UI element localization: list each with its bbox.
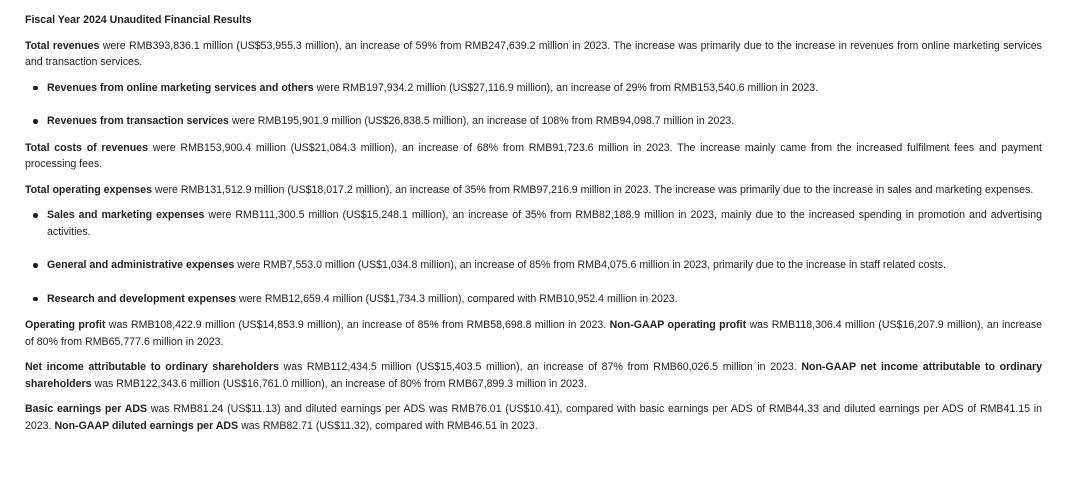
term-non-gaap-operating-profit: Non-GAAP operating profit bbox=[609, 319, 747, 331]
list-item-transaction-services bbox=[47, 113, 1042, 130]
term-online-marketing: Revenues from online marketing services and others bbox=[47, 81, 314, 94]
term-sales-marketing: Sales and marketing expenses bbox=[47, 209, 205, 221]
text-sales-marketing: were RMB111,300.5 million (US$15,248.1 million), an increase of 35% from RMB82,188.9 million in 2023, mainly due to the increased spending in promotion and advertising activities. bbox=[47, 209, 1042, 238]
text-net-income: was RMB112,434.5 million (US$15,403.5 million), an increase of 87% from RMB60,026.5 million in 2023. bbox=[278, 361, 802, 373]
list-item-research-development bbox=[47, 291, 1042, 308]
paragraph-total-revenues bbox=[25, 38, 1042, 71]
list-item-online-marketing bbox=[47, 80, 1042, 97]
term-transaction-services: Revenues from transaction services bbox=[47, 115, 229, 127]
paragraph-net-income bbox=[25, 359, 1042, 392]
text-operating-expenses: were RMB131,512.9 million (US$18,017.2 million), an increase of 35% from RMB97,216.9 million in 2023. The increase was primarily due to the increase in sales and marketing expenses. bbox=[151, 183, 1034, 196]
section-heading: Fiscal Year 2024 Unaudited Financial Results bbox=[25, 14, 252, 26]
paragraph-operating-expenses bbox=[25, 182, 1042, 199]
term-total-revenues: Total revenues bbox=[25, 39, 100, 52]
term-non-gaap-diluted-eps: Non-GAAP diluted earnings per ADS bbox=[54, 419, 239, 432]
list-item-sales-marketing bbox=[47, 207, 1042, 240]
text-non-gaap-net-income: was RMB122,343.6 million (US$16,761.0 million), an increase of 80% from RMB67,899.3 million in 2023. bbox=[91, 377, 587, 390]
text-total-costs: were RMB153,900.4 million (US$21,084.3 million), an increase of 68% from RMB91,723.6 million in 2023. The increase mainly came from the increased fulfilment fees and payment processing fees. bbox=[25, 141, 1043, 170]
term-operating-profit: Operating profit bbox=[25, 319, 106, 331]
paragraph-operating-profit bbox=[25, 317, 1042, 350]
term-basic-eps: Basic earnings per ADS bbox=[25, 403, 148, 415]
text-total-revenues: were RMB393,836.1 million (US$53,955.3 million), an increase of 59% from RMB247,639.2 million in 2023. The increase was primarily due to the increase in revenues from online marketing services and transaction services. bbox=[25, 39, 1042, 68]
term-net-income: Net income attributable to ordinary shareholders bbox=[25, 361, 279, 373]
term-total-costs: Total costs of revenues bbox=[25, 141, 148, 154]
text-operating-profit: was RMB108,422.9 million (US$14,853.9 million), an increase of 85% from RMB58,698.8 million in 2023. bbox=[105, 319, 610, 331]
text-research-development: were RMB12,659.4 million (US$1,734.3 million), compared with RMB10,952.4 million in 2023. bbox=[236, 292, 678, 305]
text-non-gaap-operating-profit: was RMB118,306.4 million (US$16,207.9 million), an increase of 80% from RMB65,777.6 million in 2023. bbox=[25, 319, 1043, 348]
text-online-marketing: were RMB197,934.2 million (US$27,116.9 million), an increase of 29% from RMB153,540.6 million in 2023. bbox=[313, 81, 819, 94]
text-basic-eps: was RMB81.24 (US$11.13) and diluted earnings per ADS was RMB76.01 (US$10.41), compared with basic earnings per ADS of RMB44.33 and diluted earnings per ADS of RMB41.15 in 2023. bbox=[25, 403, 1042, 432]
list-item-general-admin bbox=[47, 257, 1042, 274]
expense-breakdown-list bbox=[25, 207, 1042, 307]
paragraph-total-costs bbox=[25, 140, 1042, 173]
term-operating-expenses: Total operating expenses bbox=[25, 183, 152, 196]
term-general-admin: General and administrative expenses bbox=[47, 259, 235, 271]
term-research-development: Research and development expenses bbox=[47, 292, 237, 305]
revenue-breakdown-list bbox=[25, 80, 1042, 130]
text-non-gaap-diluted-eps: was RMB82.71 (US$11.32), compared with RMB46.51 in 2023. bbox=[238, 419, 538, 432]
text-transaction-services: were RMB195,901.9 million (US$26,838.5 million), an increase of 108% from RMB94,098.7 million in 2023. bbox=[228, 115, 735, 127]
term-non-gaap-net-income: Non-GAAP net income attributable to ordinary shareholders bbox=[25, 361, 1042, 390]
text-general-admin: were RMB7,553.0 million (US$1,034.8 million), an increase of 85% from RMB4,075.6 million in 2023, primarily due to the increase in staff related costs. bbox=[234, 259, 946, 271]
paragraph-earnings-per-ads bbox=[25, 401, 1042, 434]
